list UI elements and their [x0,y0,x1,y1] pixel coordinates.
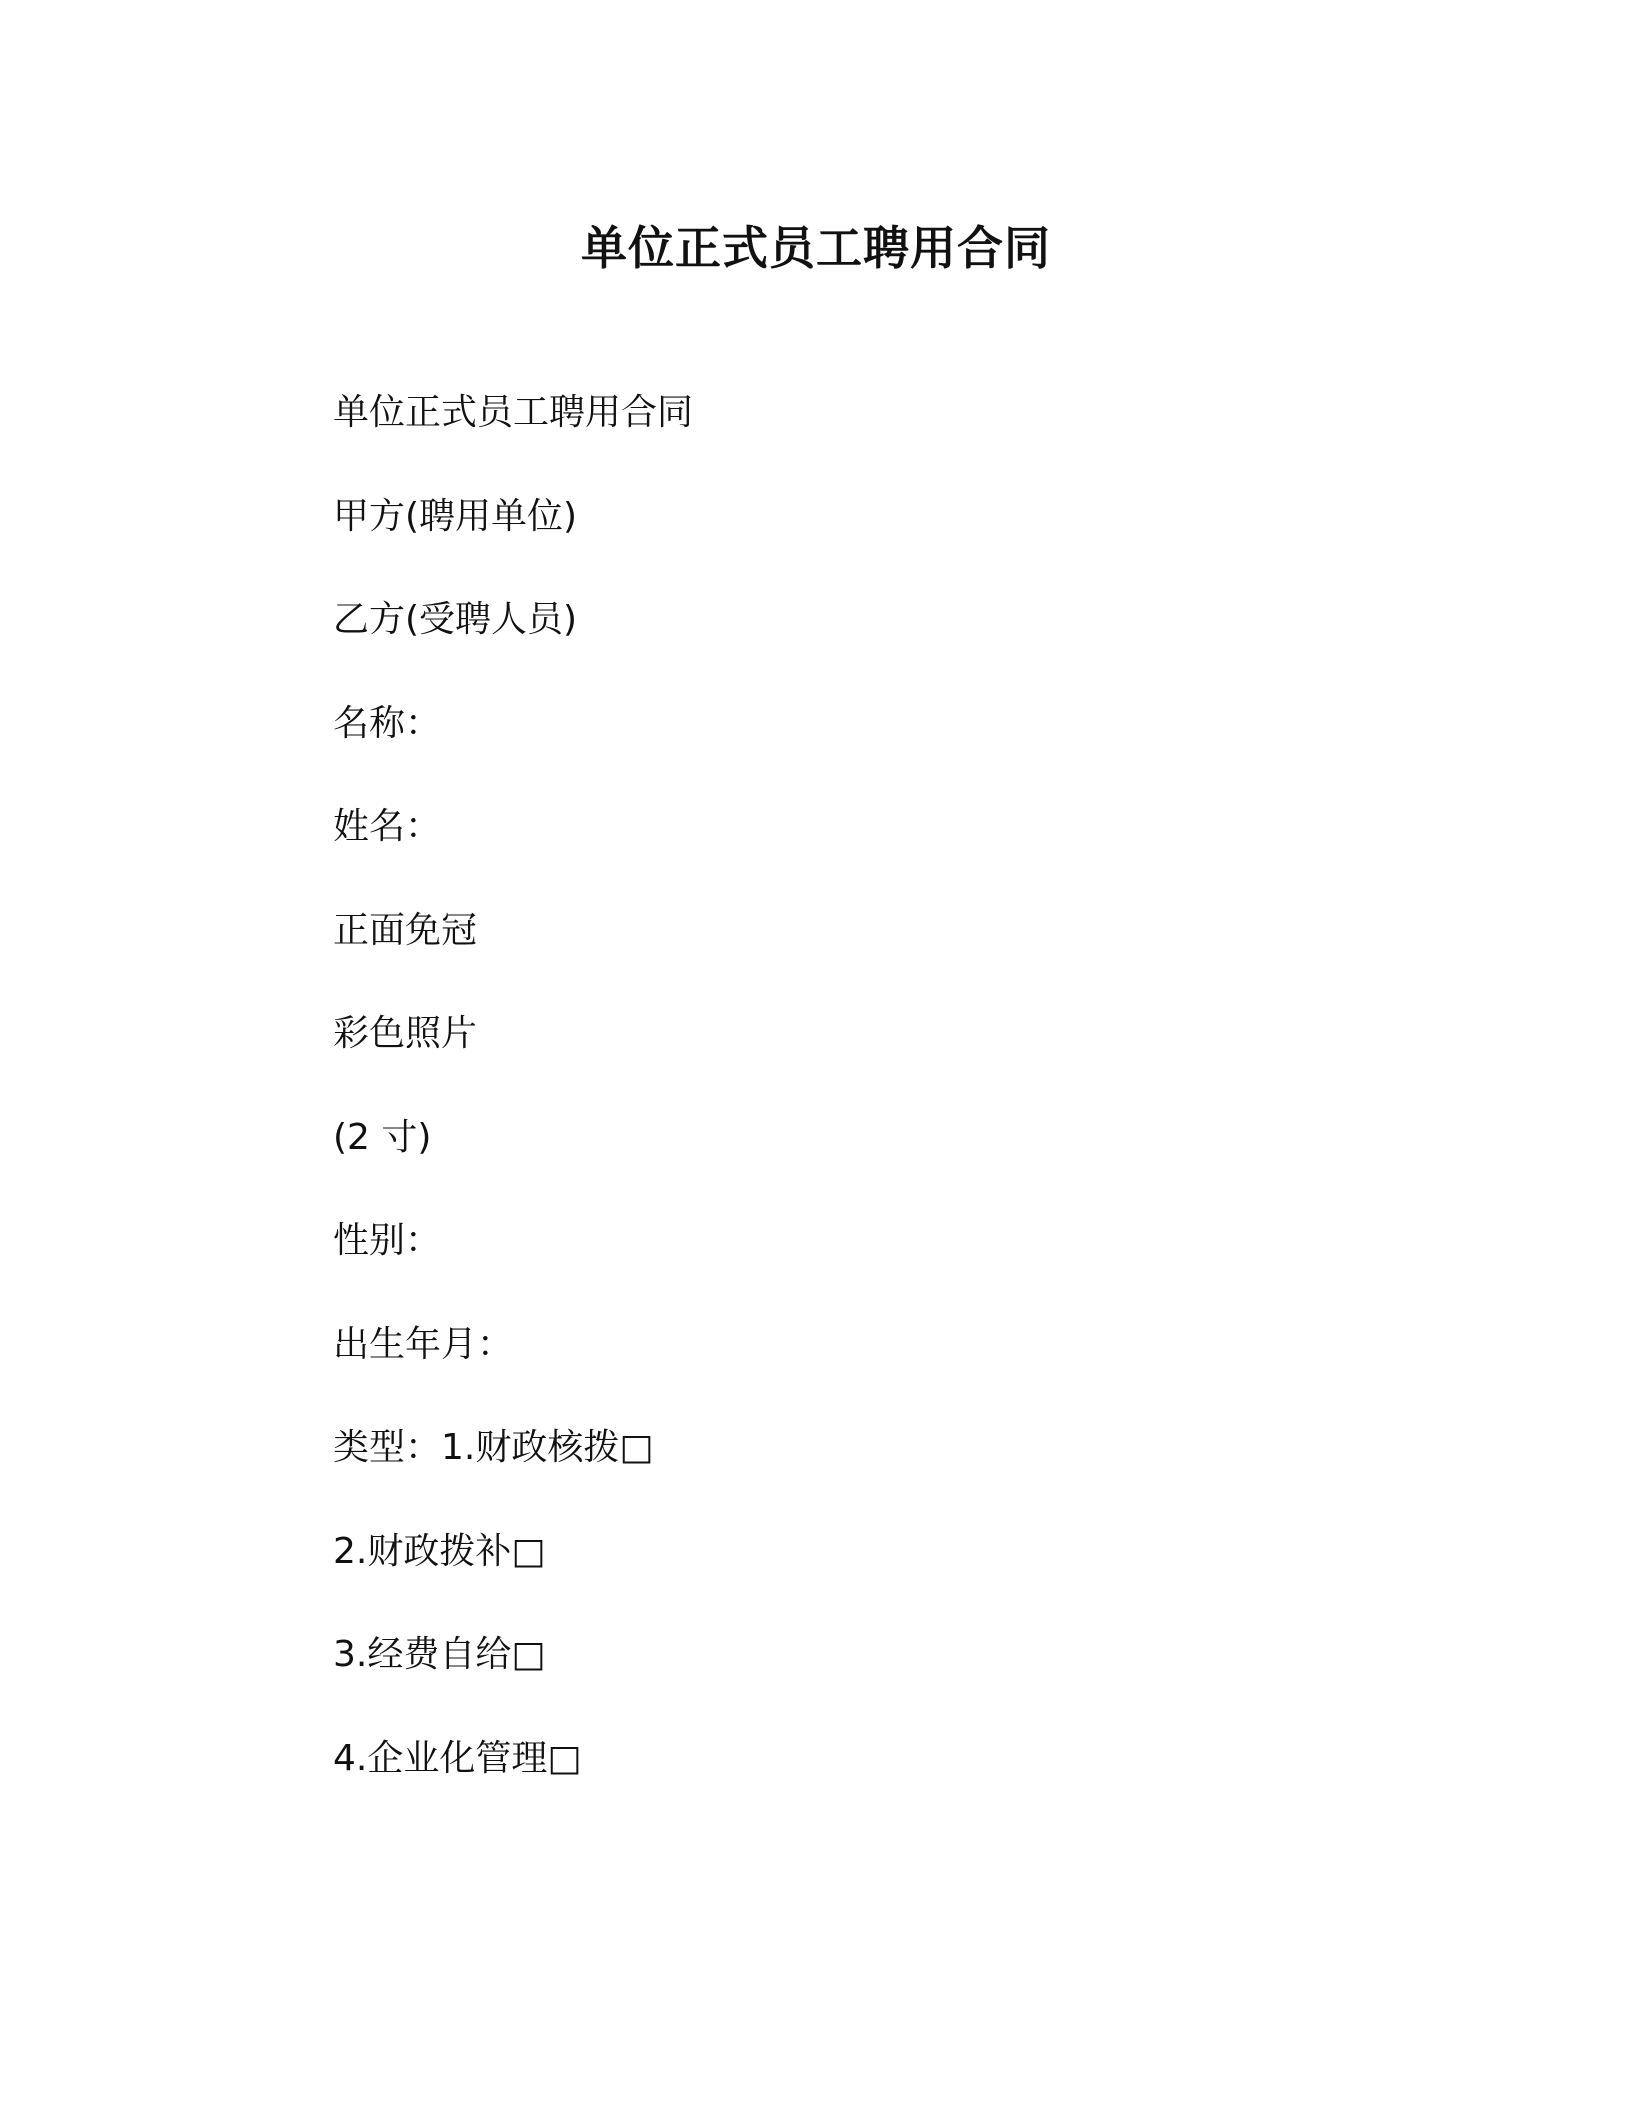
photo-note-line-2: 彩色照片 [333,1013,478,1054]
document-title: 单位正式员工聘用合同 [581,221,1051,275]
photo-note-line-1: 正面免冠 [333,909,478,951]
type-option-4: 4.企业化管理□ [333,1737,582,1779]
type-option-3: 3.经费自给□ [333,1634,546,1675]
type-option-1: 类型：1.财政核拨□ [333,1427,654,1468]
document-body [333,388,1433,1837]
photo-size-note: (2 寸) [333,1116,432,1158]
party-a-label: 甲方(聘用单位) [333,495,578,537]
name-field-label: 名称： [333,702,442,744]
birth-date-field-label: 出生年月： [333,1323,514,1365]
gender-field-label: 性别： [333,1220,442,1261]
person-name-field-label: 姓名： [333,806,442,847]
type-option-2: 2.财政拨补□ [333,1530,546,1572]
party-b-label: 乙方(受聘人员) [333,599,578,640]
contract-heading: 单位正式员工聘用合同 [333,392,694,433]
